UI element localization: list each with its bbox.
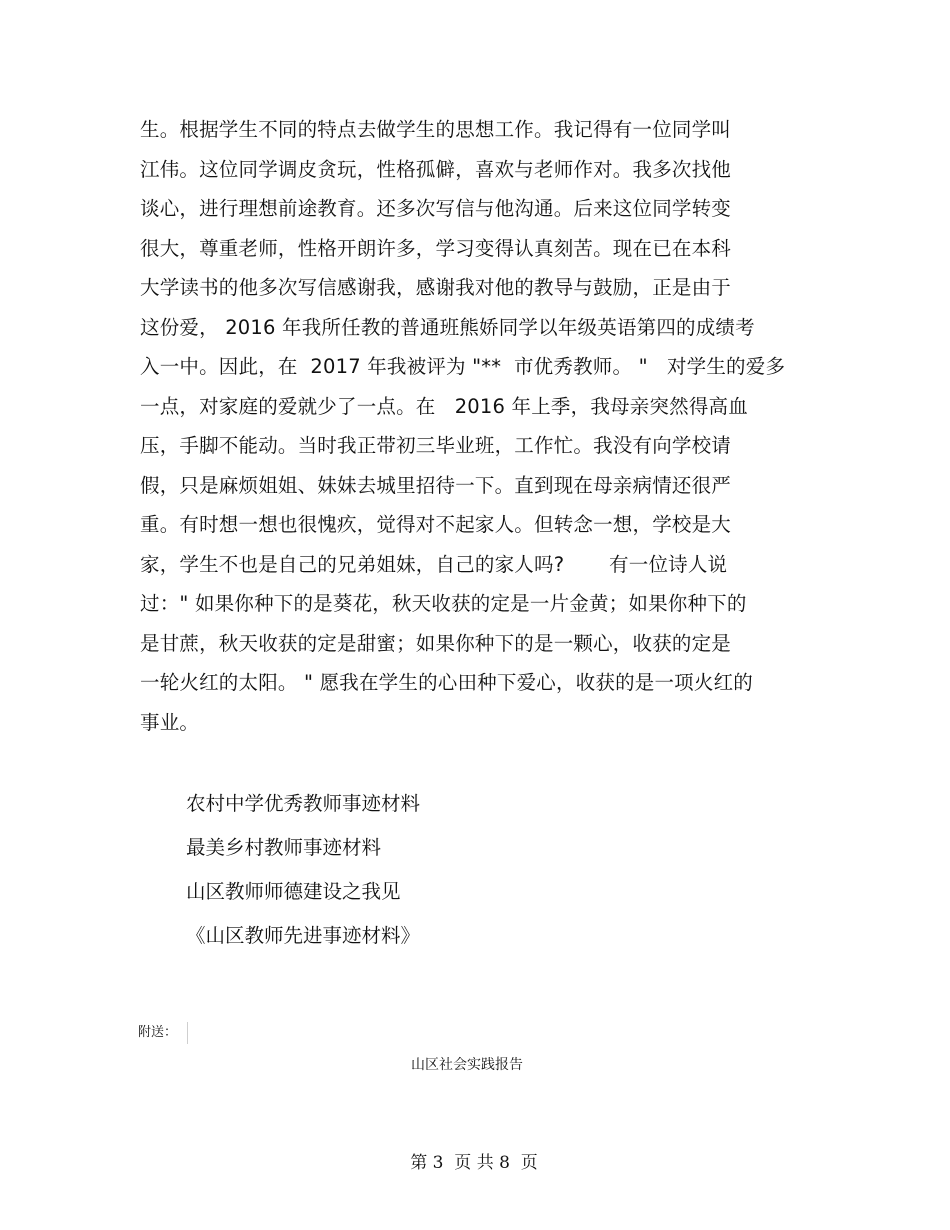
body-line: 入一中。因此，在 2017 年我被评为 "** 市优秀教师。 " 对学生的爱多 [140, 355, 786, 378]
body-line: 生。根据学生不同的特点去做学生的思想工作。我记得有一位同学叫 [140, 118, 732, 141]
appendix-header [138, 1022, 188, 1044]
body-line: 谈心，进行理想前途教育。还多次写信与他沟通。后来这位同学转变 [140, 197, 732, 220]
article-body [140, 110, 820, 742]
body-line: 假，只是麻烦姐姐、妹妹去城里招待一下。直到现在母亲病情还很严 [140, 473, 732, 497]
page-number: 第 3 页 共 8 页 [410, 1153, 538, 1173]
body-line: 压，手脚不能动。当时我正带初三毕业班，工作忙。我没有向学校请 [140, 434, 732, 457]
related-article-link[interactable]: 山区教师师德建设之我见 [186, 880, 401, 903]
body-line: 是甘蔗，秋天收获的定是甜蜜；如果你种下的是一颗心，收获的定是 [140, 631, 732, 655]
body-line: 很大，尊重老师，性格开朗许多，学习变得认真刻苦。现在已在本科 [140, 236, 732, 260]
body-line: 过：" 如果你种下的是葵花，秋天收获的定是一片金黄；如果你种下的 [140, 592, 747, 615]
body-line: 事业。 [140, 710, 200, 734]
related-article-link[interactable]: 农村中学优秀教师事迹材料 [186, 792, 421, 815]
body-line: 家，学生不也是自己的兄弟姐妹，自己的家人吗? 有一位诗人说 [140, 552, 728, 576]
body-line: 江伟。这位同学调皮贪玩，性格孤僻，喜欢与老师作对。我多次找他 [140, 157, 732, 181]
appendix-label: 附送： [138, 1025, 178, 1040]
related-articles-list [186, 782, 686, 958]
appendix-divider [187, 1022, 188, 1044]
body-line: 大学读书的他多次写信感谢我，感谢我对他的教导与鼓励，正是由于 [140, 276, 732, 299]
body-line: 重。有时想一想也很愧疚，觉得对不起家人。但转念一想，学校是大 [140, 513, 732, 536]
related-article-link[interactable]: 《山区教师先进事迹材料》 [186, 924, 421, 947]
body-line: 一点，对家庭的爱就少了一点。在 2016 年上季，我母亲突然得高血 [140, 394, 748, 418]
body-line: 一轮火红的太阳。 " 愿我在学生的心田种下爱心，收获的是一项火红的 [140, 671, 753, 694]
body-line: 这份爱， 2016 年我所任教的普通班熊娇同学以年级英语第四的成绩考 [140, 315, 755, 339]
related-article-link[interactable]: 最美乡村教师事迹材料 [186, 836, 382, 859]
appendix-title: 山区社会实践报告 [411, 1057, 523, 1073]
